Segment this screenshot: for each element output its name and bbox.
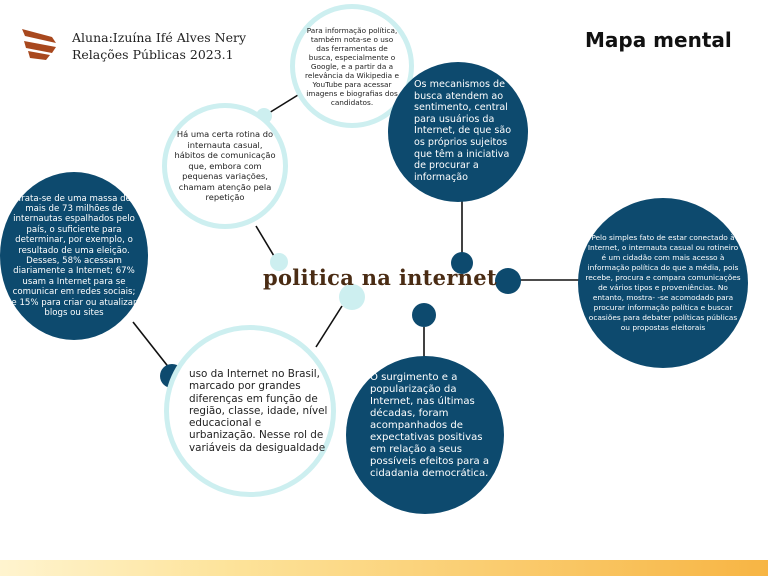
node-dot-bottom bbox=[412, 303, 436, 327]
author-name: Aluna:Izuína Ifé Alves Nery bbox=[72, 30, 247, 45]
connector-bottom-left bbox=[316, 306, 342, 347]
page-title: Mapa mental bbox=[585, 28, 732, 52]
connector-left bbox=[133, 322, 170, 369]
connector-left-upper bbox=[256, 226, 274, 256]
bubble-search-engines bbox=[388, 62, 528, 202]
bubble-democratic-expectations-text: O surgimento e a popularização da Internet, nas últimas décadas, foram acompanhados de expectativas positivas em relação a seus possíveis efeitos para a cidadania democrática. bbox=[370, 372, 490, 479]
footer-gradient-bar bbox=[0, 560, 768, 576]
bubble-search-tools-text: Para informação política, também nota-se o uso das ferramentas de busca, especialmente o Google, e a partir da a relevância da Wikipedia e YouTube para acessar imagens e biografias dos candidatos. bbox=[305, 25, 399, 107]
bubble-inequality bbox=[164, 325, 336, 497]
node-dot-right bbox=[495, 268, 521, 294]
bubble-casual-routine bbox=[162, 103, 288, 229]
central-topic: politica na internet bbox=[263, 265, 497, 290]
bubble-connected-citizen bbox=[578, 198, 748, 368]
bubble-internet-users bbox=[0, 172, 148, 340]
bubble-internet-users-text: Trata-se de uma massa de mais de 73 milhões de internautas espalhados pelo país, o suficiente para determinar, por exemplo, o resultado de uma eleição. Desses, 58% acessam diariamente a Internet; 67% usam a Internet para se comunicar em redes sociais; e 15% para criar ou atualizar blogs ou sites bbox=[11, 193, 137, 319]
author-course: Relações Públicas 2023.1 bbox=[72, 47, 234, 62]
bubble-inequality-text: uso da Internet no Brasil, marcado por grandes diferenças em função de região, classe, idade, nível educacional e urbanização. Nesse rol de variáveis da desigualdade bbox=[189, 367, 328, 454]
bubble-connected-citizen-text: Pelo simples fato de estar conectado à Internet, o internauta casual ou rotineiro é um cidadão com mais acesso à informação política do que a média, pois recebe, procura e compara comunicações de vários tipos e proveniências. No entanto, mostra- -se acomodado para procurar informação política e buscar ocasiões para debater políticas públicas ou propostas eleitorais bbox=[585, 233, 741, 332]
bubble-search-engines-text: Os mecanismos de busca atendem ao sentimento, central para usuários da Internet, de que são os próprios sujeitos que têm a iniciativa de procurar a informação bbox=[414, 79, 512, 183]
bubble-democratic-expectations bbox=[346, 356, 504, 514]
bubble-casual-routine-text: Há uma certa rotina do internauta casual, hábitos de comunicação que, embora com pequenas variações, chamam atenção pela repetição bbox=[174, 129, 276, 203]
